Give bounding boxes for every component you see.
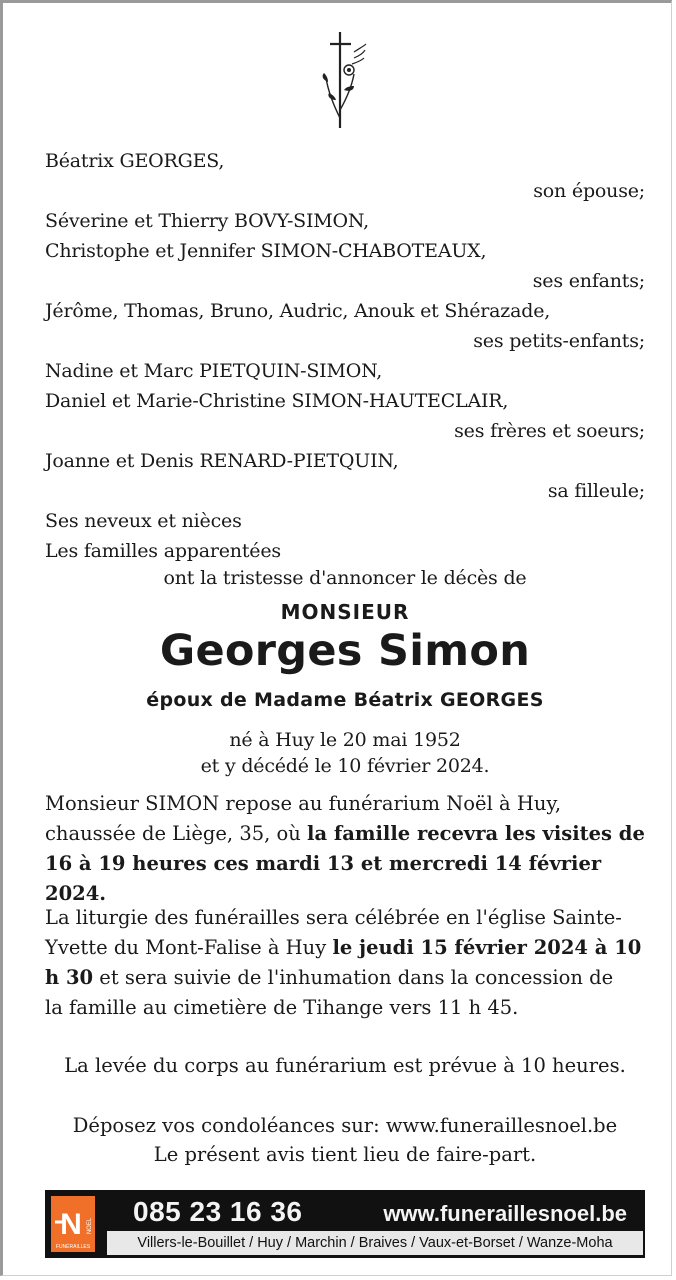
levee-line: La levée du corps au funérarium est prévue à 10 heures.	[64, 1054, 626, 1077]
deceased-name: Georges Simon	[159, 626, 531, 676]
liturgy-line: la famille au cimetière de Tihange vers 11 h 45.	[45, 996, 519, 1019]
visit-text: chaussée de Liège, 35, où	[45, 822, 308, 845]
family-line: Joanne et Denis RENARD-PIETQUIN,	[45, 450, 399, 472]
funeral-home-logo	[51, 1196, 95, 1252]
family-relation: ses enfants;	[532, 270, 645, 292]
logo-letter: N	[60, 1208, 82, 1241]
family-relation: ses frères et soeurs;	[454, 420, 645, 442]
family-list	[45, 146, 645, 566]
announcement: ont la tristesse d'annoncer le décès de	[163, 567, 527, 589]
locations-strip: Villers-le-Bouillet / Huy / Marchin / Braives / Vaux-et-Borset / Wanze-Moha	[107, 1231, 643, 1255]
logo-small-text: NOEL	[87, 1217, 93, 1235]
condolences-line: Déposez vos condoléances sur: www.funeraillesnoel.be	[72, 1114, 618, 1137]
visit-line	[45, 849, 645, 909]
visit-paragraph	[45, 789, 645, 909]
family-line: Christophe et Jennifer SIMON-CHABOTEAUX,	[45, 240, 487, 262]
family-line: Béatrix GEORGES,	[45, 150, 225, 172]
liturgy-bold: h 30	[45, 966, 94, 989]
faire-part-line: Le présent avis tient lieu de faire-part.	[153, 1143, 537, 1166]
family-line: Nadine et Marc PIETQUIN-SIMON,	[45, 360, 383, 382]
liturgy-line	[45, 963, 645, 993]
family-relation: sa filleule;	[547, 480, 645, 502]
cross-with-flowers-icon	[318, 30, 368, 130]
family-relation: son épouse;	[533, 180, 645, 202]
funeral-home-banner	[45, 1190, 645, 1258]
visit-bold: 16 à 19 heures ces mardi 13 et mercredi 14 février 2024.	[45, 852, 602, 905]
deceased-spouse: époux de Madame Béatrix GEORGES	[146, 689, 544, 711]
visit-line	[45, 819, 645, 849]
deceased-title: MONSIEUR	[280, 600, 410, 624]
family-line: Daniel et Marie-Christine SIMON-HAUTECLAIR,	[45, 390, 509, 412]
liturgy-paragraph	[45, 903, 645, 1023]
family-relation: ses petits-enfants;	[473, 330, 645, 352]
family-line: Les familles apparentées	[45, 540, 281, 562]
visit-line: Monsieur SIMON repose au funérarium Noël à Huy,	[45, 792, 562, 815]
liturgy-line	[45, 933, 645, 963]
family-line: Séverine et Thierry BOVY-SIMON,	[45, 210, 369, 232]
liturgy-text: et sera suivie de l'inhumation dans la concession de	[93, 966, 614, 989]
liturgy-line: La liturgie des funérailles sera célébrée en l'église Sainte-	[45, 906, 622, 929]
liturgy-text: Yvette du Mont-Falise à Huy	[45, 936, 333, 959]
visit-bold: la famille recevra les visites de	[307, 822, 645, 845]
family-line: Ses neveux et nièces	[45, 510, 242, 532]
phone-number: 085 23 16 36	[133, 1196, 303, 1227]
birth-line: né à Huy le 20 mai 1952	[229, 729, 461, 751]
family-line: Jérôme, Thomas, Bruno, Audric, Anouk et Shérazade,	[45, 300, 551, 322]
liturgy-bold: le jeudi 15 février 2024 à 10	[332, 936, 642, 959]
death-line: et y décédé le 10 février 2024.	[200, 755, 490, 777]
logo-bottom-text: FUNÉRAILLES	[55, 1244, 91, 1250]
website-link[interactable]: www.funeraillesnoel.be	[383, 1201, 627, 1226]
